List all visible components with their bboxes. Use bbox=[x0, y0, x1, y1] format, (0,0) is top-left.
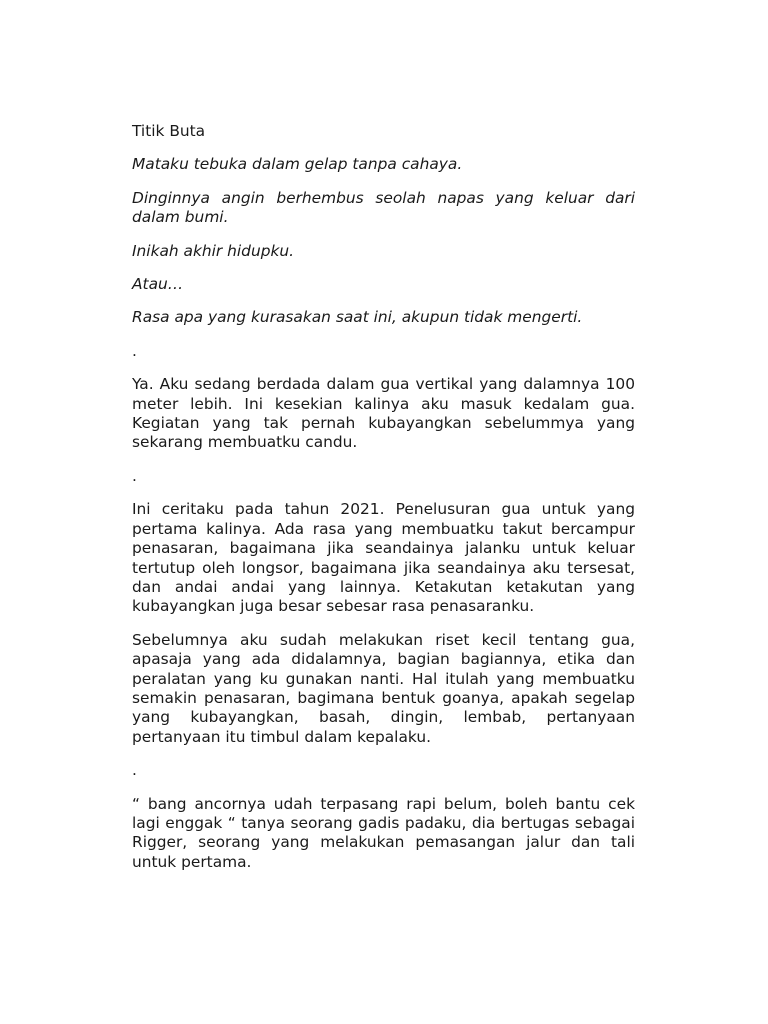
paragraph-5: Rasa apa yang kurasakan saat ini, akupun tidak mengerti. bbox=[132, 308, 583, 327]
document-page bbox=[132, 122, 635, 886]
paragraph-10: Sebelumnya aku sudah melakukan riset kecil tentang gua, apasaja yang ada didalamnya, bagian bagiannya, etika dan peralatan yang ku gunakan nanti. Hal itulah yang membuatku semakin penasaran, bagimana bentuk goanya, apakah segelap yang kubayangkan, basah, dingin, lembab, pertanyaan pertanyaan itu timbul dalam kepalaku. bbox=[132, 630, 635, 746]
paragraph-3: Inikah akhir hidupku. bbox=[132, 241, 295, 260]
paragraph-1: Mataku tebuka dalam gelap tanpa cahaya. bbox=[132, 155, 463, 174]
paragraph-12: “ bang ancornya udah terpasang rapi belum, boleh bantu cek lagi enggak “ tanya seorang gadis padaku, dia bertugas sebagai Rigger, seorang yang melakukan pemasangan jalur dan tali untuk pertama. bbox=[132, 794, 635, 871]
paragraph-9: Ini ceritaku pada tahun 2021. Penelusuran gua untuk yang pertama kalinya. Ada rasa yang membuatku takut bercampur penasaran, bagaimana jika seandainya jalanku untuk keluar tertutup oleh longsor, bagaimana jika seandainya aku tersesat, dan andai andai yang lainnya. Ketakutan ketakutan yang kubayangkan juga besar sebesar rasa penasaranku. bbox=[132, 500, 635, 616]
document-title: Titik Buta bbox=[132, 122, 206, 140]
separator-dot: . bbox=[132, 466, 137, 485]
separator-dot: . bbox=[132, 761, 137, 780]
paragraph-7: Ya. Aku sedang berdada dalam gua vertikal yang dalamnya 100 meter lebih. Ini kesekian kalinya aku masuk kedalam gua. Kegiatan yang tak pernah kubayangkan sebelummya yang sekarang membuatku candu. bbox=[132, 375, 635, 452]
paragraph-2: Dinginnya angin berhembus seolah napas yang keluar dari dalam bumi. bbox=[132, 188, 635, 227]
separator-dot: . bbox=[132, 341, 137, 360]
paragraph-4: Atau… bbox=[132, 275, 184, 294]
